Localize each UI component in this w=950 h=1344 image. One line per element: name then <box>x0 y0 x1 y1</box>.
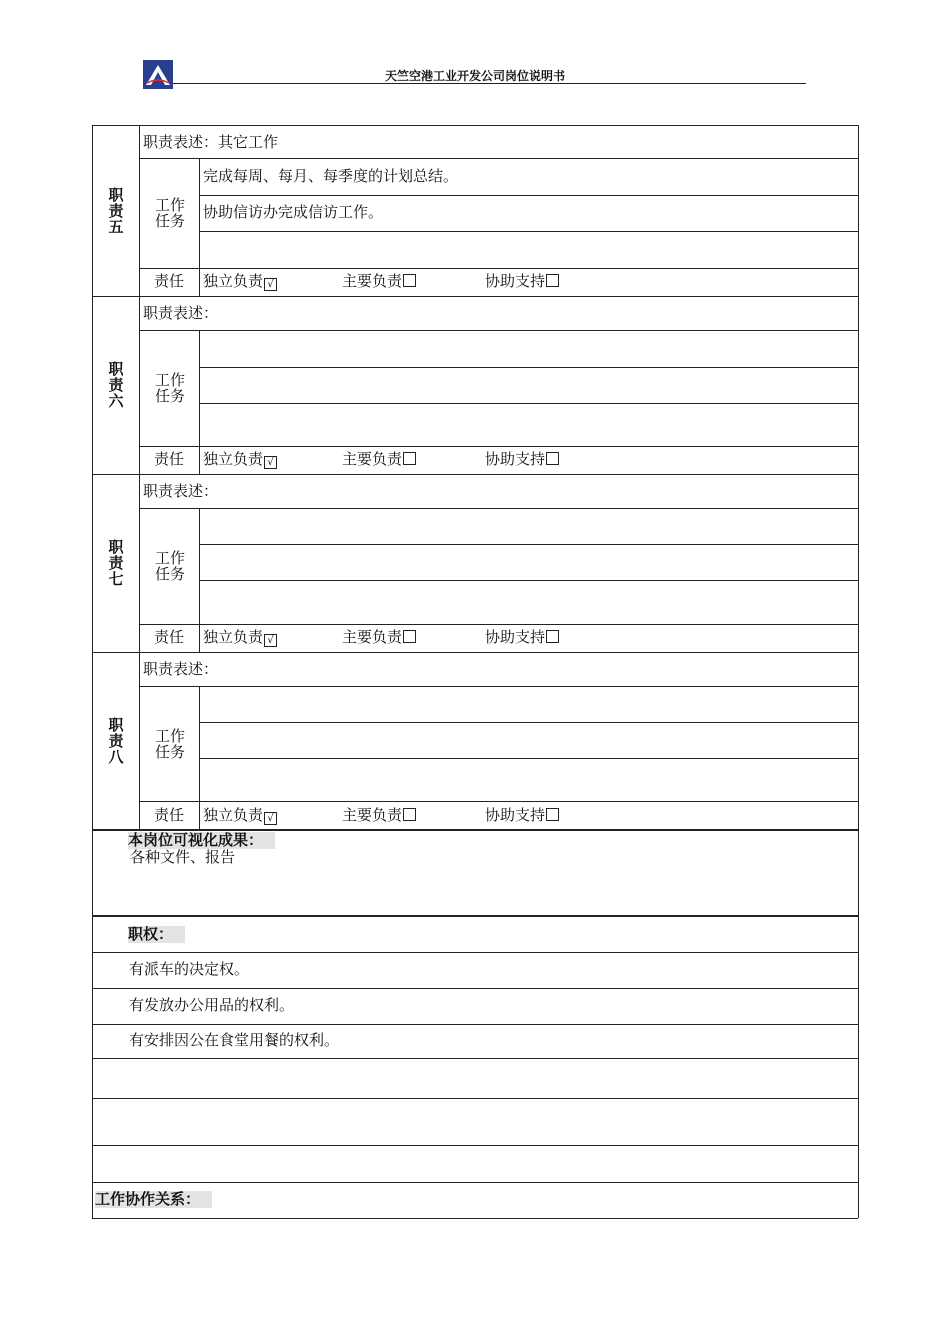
table-rule <box>92 1145 858 1146</box>
page-title: 天竺空港工业开发公司岗位说明书 <box>384 69 565 83</box>
duty-label: 职责八 <box>108 716 124 766</box>
responsibility-option[interactable] <box>342 806 416 824</box>
responsibility-option-label: 协助支持 <box>485 805 546 824</box>
airport-logo-icon <box>143 60 173 89</box>
table-rule <box>92 988 858 989</box>
responsibility-label: 责任 <box>154 628 185 646</box>
authority-item[interactable]: 有派车的决定权。 <box>129 960 250 978</box>
responsibility-checkbox[interactable] <box>546 274 559 287</box>
responsibility-option[interactable] <box>485 806 559 824</box>
table-rule <box>139 446 858 447</box>
responsibility-option[interactable] <box>342 450 416 468</box>
responsibility-option-label: 独立负责 <box>203 805 264 824</box>
table-rule <box>139 474 140 652</box>
table-rule <box>92 125 93 1218</box>
visual-results-content: 各种文件、报告 <box>130 848 236 866</box>
collaboration-title: 工作协作关系： <box>95 1191 212 1208</box>
table-rule <box>92 1024 858 1025</box>
table-rule <box>139 296 140 474</box>
table-rule <box>139 801 858 802</box>
table-rule <box>199 508 200 652</box>
header-divider <box>173 83 806 84</box>
table-rule <box>199 158 200 296</box>
table-rule <box>858 125 859 1218</box>
responsibility-option[interactable] <box>203 272 277 291</box>
table-rule <box>92 474 858 475</box>
responsibility-option-label: 独立负责 <box>203 450 264 468</box>
responsibility-checkbox[interactable]: √ <box>264 456 277 469</box>
table-rule <box>92 1182 858 1183</box>
task-item[interactable]: 协助信访办完成信访工作。 <box>203 203 384 221</box>
table-rule <box>92 296 858 297</box>
table-rule <box>199 580 858 581</box>
responsibility-option-label: 主要负责 <box>342 450 403 468</box>
table-rule <box>92 1218 858 1219</box>
responsibility-option[interactable] <box>342 272 416 290</box>
responsibility-label: 责任 <box>154 272 185 290</box>
responsibility-option[interactable] <box>203 450 277 469</box>
responsibility-option[interactable] <box>485 628 559 646</box>
task-item[interactable]: 完成每周、每月、每季度的计划总结。 <box>203 166 459 185</box>
table-rule <box>199 722 858 723</box>
table-rule <box>199 330 200 474</box>
responsibility-checkbox[interactable] <box>403 274 416 287</box>
table-rule <box>199 195 858 196</box>
duty-label: 职责六 <box>108 360 124 410</box>
table-rule <box>139 652 140 830</box>
responsibility-checkbox[interactable] <box>403 808 416 821</box>
responsibility-option-label: 协助支持 <box>485 450 546 468</box>
responsibility-checkbox[interactable] <box>546 452 559 465</box>
table-rule <box>139 158 858 159</box>
table-rule <box>92 915 858 917</box>
responsibility-option[interactable] <box>485 272 559 290</box>
table-rule <box>139 624 858 625</box>
responsibility-option[interactable] <box>203 628 277 647</box>
table-rule <box>92 952 858 953</box>
duty-label: 职责五 <box>108 185 124 236</box>
table-rule <box>199 544 858 545</box>
visual-results-title: 本岗位可视化成果： <box>128 832 275 849</box>
table-rule <box>199 367 858 368</box>
table-rule <box>199 686 200 830</box>
responsibility-option[interactable] <box>342 628 416 646</box>
table-rule <box>139 268 858 269</box>
responsibility-option-label: 主要负责 <box>342 805 403 824</box>
responsibility-option-label: 协助支持 <box>485 628 546 646</box>
responsibility-option-label: 独立负责 <box>203 272 264 290</box>
table-rule <box>139 330 858 331</box>
table-rule <box>139 686 858 687</box>
authority-item[interactable]: 有安排因公在食堂用餐的权利。 <box>129 1031 340 1049</box>
responsibility-checkbox[interactable] <box>546 808 559 821</box>
responsibility-option-label: 协助支持 <box>485 272 546 290</box>
duty-description: 职责表述： <box>143 660 219 678</box>
table-rule <box>92 652 858 653</box>
responsibility-option[interactable] <box>203 806 277 825</box>
table-rule <box>92 1058 858 1059</box>
table-rule <box>199 758 858 759</box>
authority-item[interactable]: 有发放办公用品的权利。 <box>129 996 295 1014</box>
task-label: 工作任务 <box>154 549 185 583</box>
table-rule <box>139 508 858 509</box>
table-rule <box>92 125 858 126</box>
responsibility-label: 责任 <box>154 450 185 468</box>
responsibility-option-label: 主要负责 <box>342 272 403 290</box>
table-rule <box>199 403 858 404</box>
table-rule <box>199 231 858 232</box>
task-label: 工作任务 <box>154 726 185 761</box>
duty-label: 职责七 <box>108 538 124 588</box>
table-rule <box>92 1098 858 1099</box>
responsibility-checkbox[interactable]: √ <box>264 812 277 825</box>
responsibility-option-label: 主要负责 <box>342 628 403 646</box>
responsibility-label: 责任 <box>154 805 185 824</box>
responsibility-checkbox[interactable]: √ <box>264 634 277 647</box>
responsibility-option-label: 独立负责 <box>203 628 264 646</box>
duty-description: 职责表述： <box>143 304 219 322</box>
responsibility-checkbox[interactable] <box>403 452 416 465</box>
responsibility-checkbox[interactable] <box>403 630 416 643</box>
task-label: 工作任务 <box>154 371 185 405</box>
duty-description: 职责表述： <box>143 482 219 500</box>
authority-title: 职权： <box>128 926 185 943</box>
duty-description: 职责表述：其它工作 <box>143 133 279 151</box>
table-rule <box>139 125 140 296</box>
responsibility-checkbox[interactable]: √ <box>264 278 277 291</box>
responsibility-checkbox[interactable] <box>546 630 559 643</box>
task-label: 工作任务 <box>154 196 185 230</box>
responsibility-option[interactable] <box>485 450 559 468</box>
